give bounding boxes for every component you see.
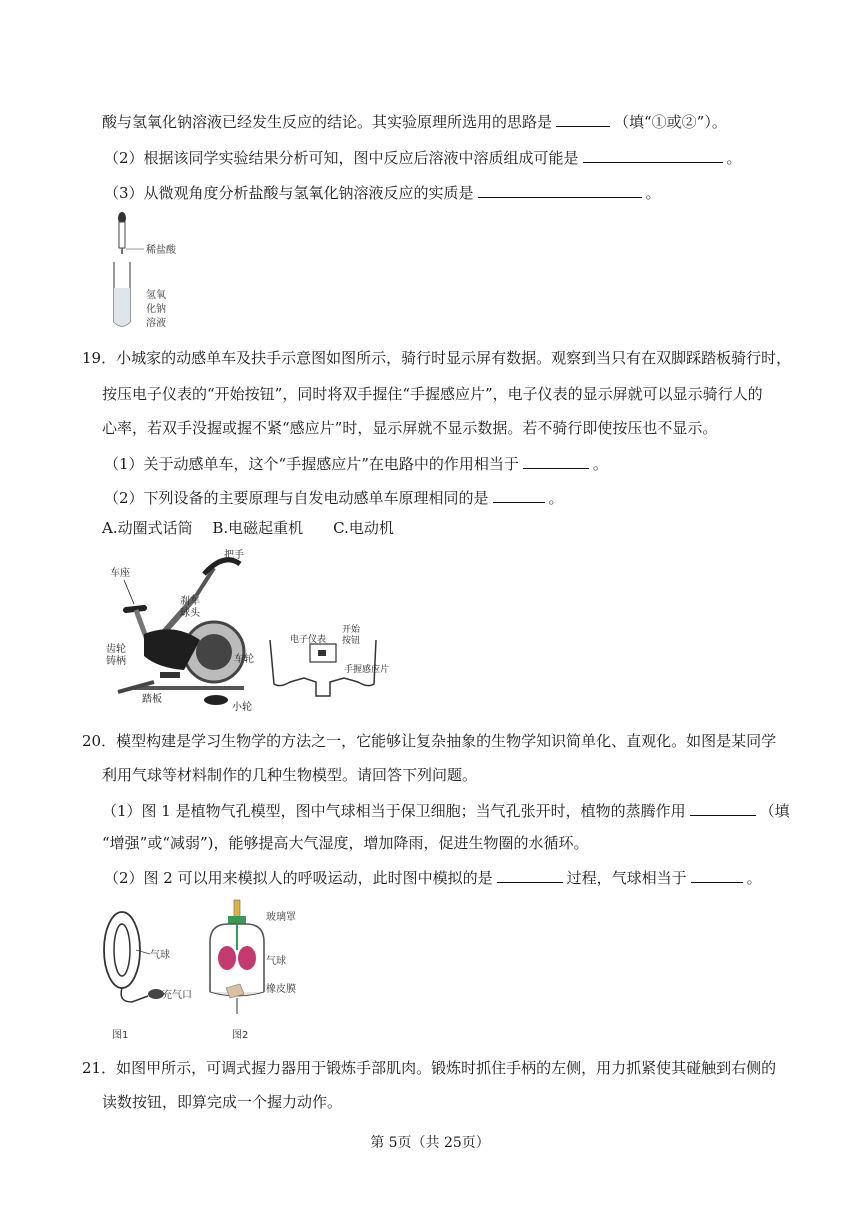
- answer-blank[interactable]: [493, 486, 545, 503]
- membrane-label: 橡皮膜: [266, 984, 296, 995]
- answer-blank[interactable]: [691, 866, 743, 883]
- base-label-1: 氢氧: [146, 290, 166, 301]
- balloon-label-2: 气球: [266, 956, 286, 967]
- q19-subquestion-2: [104, 486, 564, 508]
- q20-2-end: 。: [746, 869, 762, 887]
- q19-subquestion-1: [104, 452, 608, 474]
- q21-text-2: 读数按钮，即算完成一个握力动作。: [102, 1093, 343, 1111]
- q19-1-text: （1）关于动感单车，这个“手握感应片”在电路中的作用相当于: [104, 455, 519, 473]
- q18-2-end: 。: [726, 149, 742, 167]
- q19-text-1: 19．小城家的动感单车及扶手示意图如图所示，骑行时显示屏有数据。观察到当只有在双脚踩踏板骑行时，: [82, 349, 792, 367]
- q19-line-3: [102, 418, 717, 438]
- q18-subquestion-3: [104, 181, 661, 203]
- q19-2-text: （2）下列设备的主要原理与自发电动感单车原理相同的是: [104, 489, 489, 507]
- seat-label: 车座: [110, 568, 130, 579]
- q20-2-mid: 过程，气球相当于: [566, 869, 687, 887]
- acid-label: 稀盐酸: [146, 245, 176, 256]
- q18-subquestion-2: [104, 146, 742, 168]
- small-wheel-label: 小轮: [232, 702, 252, 713]
- trachea-stopper: [228, 916, 246, 924]
- small-wheel: [204, 695, 228, 705]
- answer-blank[interactable]: [556, 110, 610, 127]
- answer-blank[interactable]: [478, 181, 642, 198]
- q19-line-1: [82, 348, 791, 368]
- q19-text-3: 心率，若双手没握或握不紧“感应片”时，显示屏就不显示数据。若不骑行即使按压也不显示。: [102, 419, 718, 437]
- q18-text-line-1: [102, 110, 727, 132]
- fig1-caption: 图1: [112, 1030, 129, 1041]
- q19-text-2: 按压电子仪表的“开始按钮”，同时将双手握住“手握感应片”，电子仪表的显示屏就可以显示骑行人的: [102, 385, 763, 403]
- left-lung-balloon: [218, 946, 236, 970]
- gear-label-1: 齿轮: [106, 644, 126, 655]
- answer-blank[interactable]: [497, 866, 563, 883]
- handle-label: 把手: [224, 550, 244, 561]
- q19-1-end: 。: [592, 455, 608, 473]
- inlet-label: 充气口: [162, 990, 192, 1001]
- solution: [114, 288, 130, 326]
- q19-2-end: 。: [548, 489, 564, 507]
- base-label-2: 化钠: [146, 304, 166, 315]
- q18-3-text: （3）从微观角度分析盐酸与氢氧化钠溶液反应的实质是: [104, 184, 474, 202]
- sensor-label: 手握感应片: [344, 665, 390, 675]
- wheel-label: 车轮: [234, 654, 254, 665]
- fig2-caption: 图2: [232, 1030, 249, 1041]
- answer-blank[interactable]: [583, 146, 723, 163]
- pedal-label: 踏板: [142, 694, 162, 705]
- start-label-2: 按钮: [342, 636, 361, 646]
- q21-text-1: 21．如图甲所示，可调式握力器用于锻炼手部肌肉。锻炼时抓住手柄的左侧，用力抓紧使其碰触到右侧的: [82, 1059, 777, 1077]
- q20-line-1: [82, 731, 776, 751]
- q18-line1-text: 酸与氢氧化钠溶液已经发生反应的结论。其实验原理所选用的思路是: [102, 113, 553, 131]
- biology-models-figure: [98, 898, 318, 1044]
- q18-line1-hint: （填“①或②”）。: [614, 113, 727, 131]
- brake-label-1: 刹车: [180, 596, 200, 607]
- gear-label-2: 铸柄: [106, 656, 126, 667]
- q20-1-text: （1）图 1 是植物气孔模型，图中气球相当于保卫细胞；当气孔张开时，植物的蒸腾作用: [102, 802, 686, 820]
- seat: [126, 608, 144, 610]
- glass-label: 玻璃罩: [266, 912, 296, 923]
- exercise-bike-figure: [104, 548, 404, 716]
- pedal: [160, 672, 180, 678]
- base-label-3: 溶液: [146, 318, 166, 329]
- q21-line-2: [102, 1092, 342, 1112]
- balloon-label-1: 气球: [150, 950, 170, 961]
- q20-2-text: （2）图 2 可以用来模拟人的呼吸运动，此时图中模拟的是: [104, 869, 493, 887]
- start-label-1: 开始: [342, 625, 361, 635]
- q19-line-2: [102, 384, 763, 404]
- q19-options-text: A.动圈式话筒 B.电磁起重机 C.电动机: [102, 519, 394, 537]
- q20-1-cont-text: “增强”或“减弱”)，能够提高大气湿度，增加降雨，促进生物圈的水循环。: [102, 834, 589, 852]
- meter-label: 电子仪表: [290, 635, 327, 645]
- answer-blank[interactable]: [523, 452, 589, 469]
- q20-subquestion-2: [104, 866, 762, 888]
- q18-3-end: 。: [645, 184, 661, 202]
- right-lung-balloon: [238, 946, 256, 970]
- q18-2-text: （2）根据该同学实验结果分析可知，图中反应后溶液中溶质组成可能是: [104, 149, 579, 167]
- q21-line-1: [82, 1058, 776, 1078]
- q20-text-2: 利用气球等材料制作的几种生物模型。请回答下列问题。: [102, 766, 478, 784]
- test-tube-figure: [108, 208, 188, 332]
- q20-line-2: [102, 765, 477, 785]
- q20-1-hint: （填: [759, 802, 790, 820]
- q19-options: [102, 518, 394, 538]
- page-footer: 第 5页（共 25页）: [370, 1135, 490, 1151]
- answer-blank[interactable]: [690, 799, 756, 816]
- q20-text-1: 20．模型构建是学习生物学的方法之一，它能够让复杂抽象的生物学知识简单化、直观化。如图是某同学: [82, 732, 777, 750]
- dropper-tube: [119, 222, 125, 248]
- q20-subquestion-1: [102, 799, 790, 821]
- q20-subquestion-1-cont: [102, 833, 589, 853]
- brake-label-2: 球头: [180, 608, 200, 619]
- balloon-inner: [114, 924, 130, 976]
